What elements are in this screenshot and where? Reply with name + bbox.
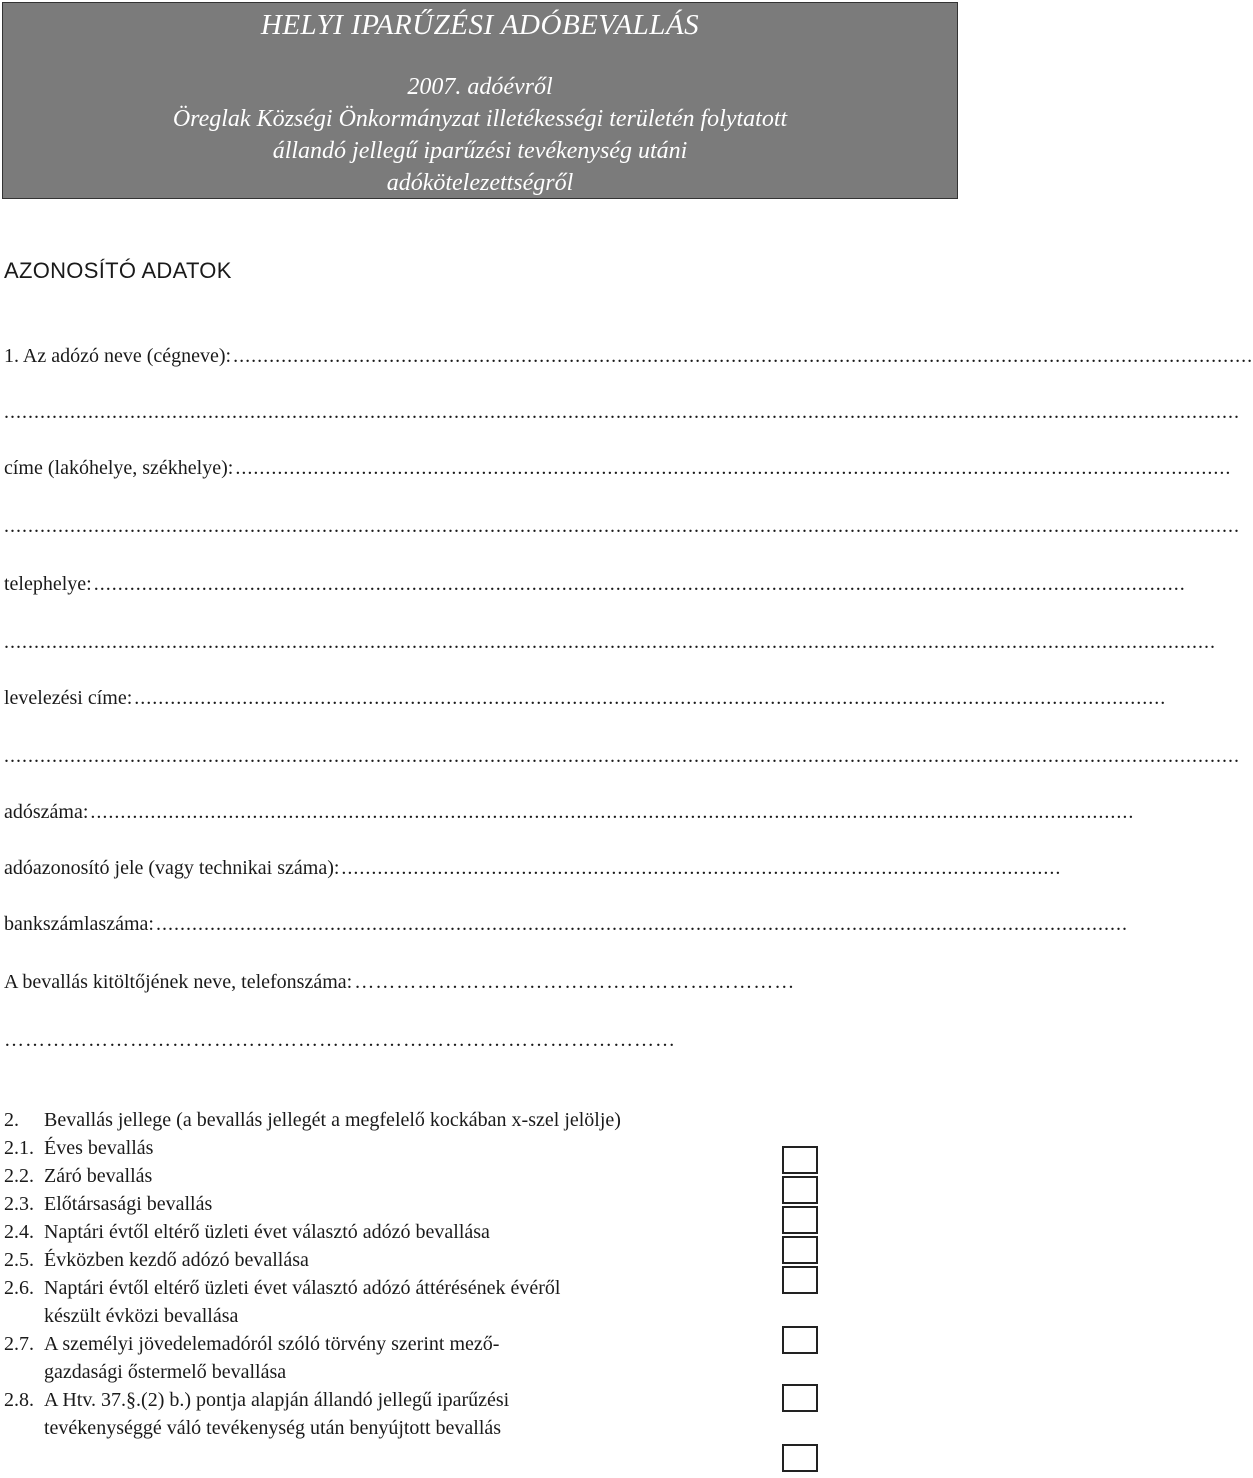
list-item	[4, 1386, 509, 1442]
item-text-continuation: készült évközi bevallása	[44, 1305, 239, 1327]
checkbox-transition[interactable]	[782, 1326, 818, 1354]
checkbox-htv[interactable]	[782, 1444, 818, 1472]
tax-number-field[interactable]	[4, 798, 1135, 826]
tax-id-field[interactable]	[4, 854, 1062, 882]
item-text: A Htv. 37.§.(2) b.) pontja alapján állandó jellegű iparűzési	[44, 1389, 510, 1411]
item-text: Naptári évtől eltérő üzleti évet választó adózó áttérésének évéről	[44, 1277, 561, 1299]
item-text: Záró bevallás	[44, 1165, 153, 1187]
subtitle-line: Öreglak Községi Önkormányzat illetékességi területén folytatott	[172, 106, 788, 132]
item-number: 2.4.	[4, 1221, 34, 1243]
site-label: telephelye:	[4, 573, 92, 595]
item-number: 2.2.	[4, 1165, 34, 1187]
filler-field[interactable]	[4, 968, 948, 996]
section2-number: 2.	[4, 1109, 19, 1131]
fill-line: ..................................................................................................................................................................	[155, 913, 1128, 935]
fill-line: ........................................................................................................................	[341, 857, 1062, 879]
item-text: Naptári évtől eltérő üzleti évet választó adózó bevallása	[44, 1221, 490, 1243]
subtitle-line: állandó jellegű iparűzési tevékenység utáni	[272, 138, 688, 164]
checkbox-annual[interactable]	[782, 1146, 818, 1174]
name-label: 1. Az adózó neve (cégneve):	[4, 345, 232, 367]
checkbox-farmer[interactable]	[782, 1384, 818, 1412]
list-item	[4, 1246, 309, 1274]
list-item	[4, 1190, 212, 1218]
fill-line: ..............................................................................................................................................................................................................	[4, 745, 1240, 767]
site-field[interactable]	[4, 570, 1186, 598]
address-field[interactable]	[4, 454, 1232, 482]
item-text: A személyi jövedelemadóról szóló törvény szerint mező-	[44, 1333, 500, 1355]
item-number: 2.6.	[4, 1277, 34, 1299]
filler-field-continuation[interactable]	[4, 1026, 948, 1054]
address-label: címe (lakóhelye, székhelye):	[4, 457, 234, 479]
item-number: 2.1.	[4, 1137, 34, 1159]
list-item	[4, 1162, 152, 1190]
subtitle-line: 2007. adóévről	[407, 74, 553, 100]
bank-label: bankszámlaszáma:	[4, 913, 154, 935]
name-field-continuation[interactable]	[4, 398, 1240, 426]
checkbox-final[interactable]	[782, 1176, 818, 1204]
checkbox-midyear-start[interactable]	[782, 1266, 818, 1294]
checkbox-fiscal-year[interactable]	[782, 1236, 818, 1264]
bank-field[interactable]	[4, 910, 1128, 938]
fill-line: ……………………………………………………………………………………	[4, 1029, 676, 1051]
section2-heading	[4, 1106, 621, 1134]
fill-line: ..............................................................................................................................................................................................................	[4, 515, 1240, 537]
item-text: Éves bevallás	[44, 1137, 154, 1159]
subtitle-line: adókötelezettségről	[386, 170, 574, 196]
item-number: 2.7.	[4, 1333, 34, 1355]
fill-line: ………………………………………………………	[354, 971, 796, 993]
fill-line: ..........................................................................................................................................................................	[233, 345, 1253, 367]
fill-line: ............................................................................................................................................................................	[134, 687, 1167, 709]
fill-line: ......................................................................................................................................................................................	[93, 573, 1186, 595]
form-subtitle	[3, 71, 957, 199]
item-text: Évközben kezdő adózó bevallása	[44, 1249, 309, 1271]
fill-line: ..............................................................................................................................................................................	[90, 801, 1135, 823]
item-text: Előtársasági bevallás	[44, 1193, 213, 1215]
form-title: HELYI IPARŰZÉSI ADÓBEVALLÁS	[260, 9, 700, 41]
name-field[interactable]	[4, 342, 1253, 370]
section-title: AZONOSÍTÓ ADATOK	[4, 258, 232, 283]
item-text-continuation: tevékenységgé váló tevékenység után benyújtott bevallás	[44, 1417, 502, 1439]
address-field-continuation[interactable]	[4, 512, 1240, 540]
list-item	[4, 1330, 499, 1386]
mail-field-continuation[interactable]	[4, 742, 1240, 770]
checkbox-pre-company[interactable]	[782, 1206, 818, 1234]
fill-line: ......................................................................................................................................................................	[235, 457, 1232, 479]
item-text-continuation: gazdasági őstermelő bevallása	[44, 1361, 287, 1383]
site-field-continuation[interactable]	[4, 628, 1216, 656]
form-header	[2, 2, 958, 199]
list-item	[4, 1134, 153, 1162]
tax-id-label: adóazonosító jele (vagy technikai száma):	[4, 857, 340, 879]
fill-line: ..............................................................................................................................................................................................................	[4, 401, 1240, 423]
item-number: 2.8.	[4, 1389, 34, 1411]
mail-field[interactable]	[4, 684, 1167, 712]
list-item	[4, 1218, 490, 1246]
mail-label: levelezési címe:	[4, 687, 133, 709]
tax-number-label: adószáma:	[4, 801, 89, 823]
filler-label: A bevallás kitöltőjének neve, telefonszáma:	[4, 971, 353, 993]
fill-line: ..........................................................................................................................................................................................................	[4, 631, 1216, 653]
item-number: 2.5.	[4, 1249, 34, 1271]
list-item	[4, 1274, 560, 1330]
section2-text: Bevallás jellege (a bevallás jellegét a megfelelő kockában x-szel jelölje)	[44, 1109, 621, 1131]
item-number: 2.3.	[4, 1193, 34, 1215]
